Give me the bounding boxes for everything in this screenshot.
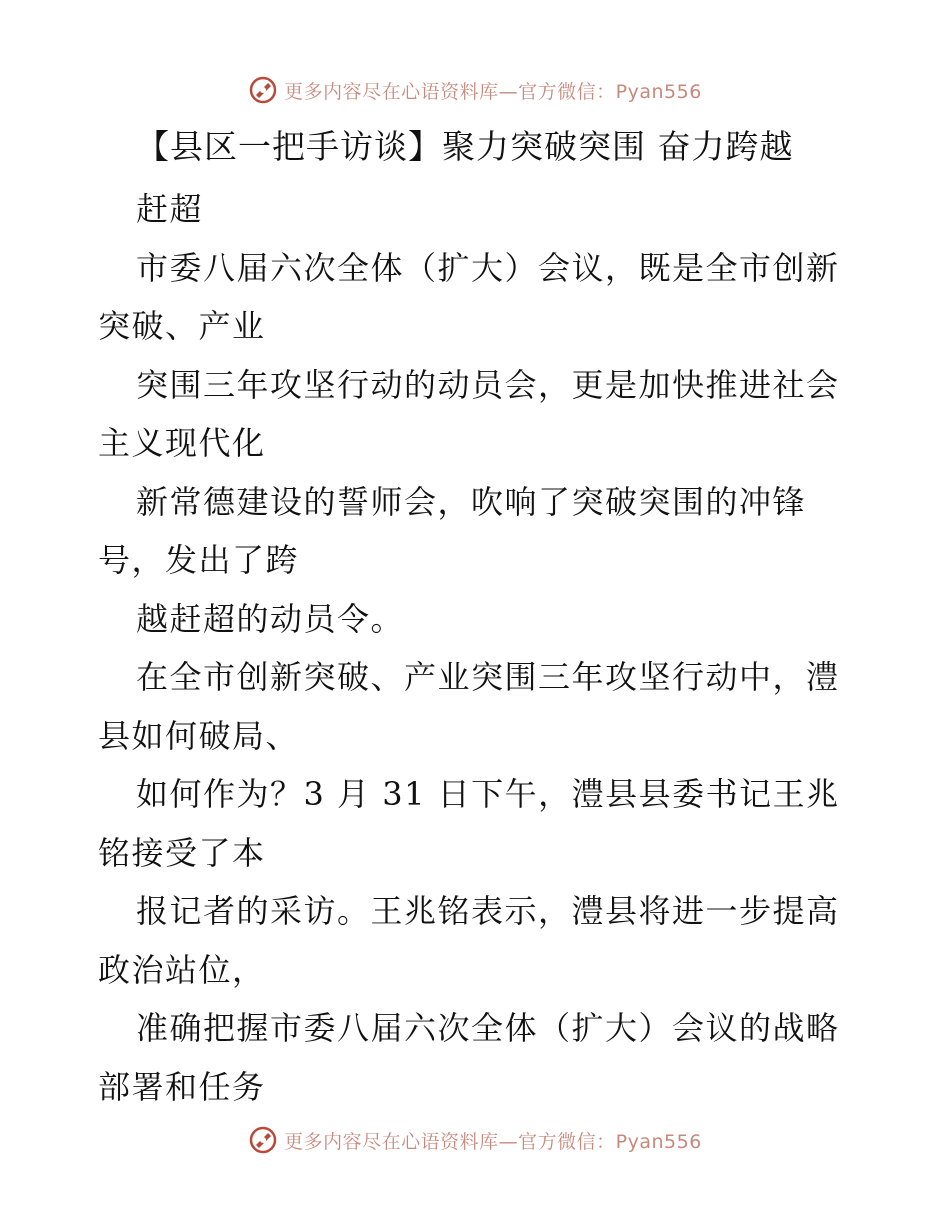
- text-line: 铭接受了本: [98, 833, 266, 872]
- text-line: 号，发出了跨: [98, 541, 300, 579]
- text-line: 准确把握市委八届六次全体（扩大）会议的战略: [136, 1009, 840, 1047]
- text-line: 县如何破局、: [98, 716, 300, 755]
- article-title: 【县区一把手访谈】聚力突破突围 奋力跨越: [136, 127, 794, 166]
- text-line: 报记者的采访。王兆铭表示，澧县将进一步提高: [136, 892, 840, 930]
- logo-icon: [248, 75, 278, 105]
- footer-watermark: [0, 1120, 950, 1160]
- text-line: 越赶超的动员令。: [136, 599, 405, 638]
- text-line: 在全市创新突破、产业突围三年攻坚行动中，澧: [136, 658, 840, 696]
- text-line: 新常德建设的誓师会，吹响了突破突围的冲锋: [136, 482, 807, 521]
- logo-icon: [248, 1125, 278, 1155]
- watermark-text: 更多内容尽在心语资料库—官方微信：Pyan556: [284, 1130, 702, 1153]
- text-line: 如何作为？3 月 31 日下午，澧县县委书记王兆: [136, 775, 840, 813]
- text-line: 赶超: [136, 190, 204, 228]
- text-line: 政治站位，: [98, 950, 266, 989]
- text-line: 突围三年攻坚行动的动员会，更是加快推进社会: [136, 365, 840, 404]
- text-line: 市委八届六次全体（扩大）会议，既是全市创新: [136, 248, 840, 287]
- text-line: 突破、产业: [98, 307, 266, 345]
- article-body: [98, 180, 858, 1116]
- watermark-text: 更多内容尽在心语资料库—官方微信：Pyan556: [284, 80, 702, 103]
- header-watermark: [0, 70, 950, 110]
- text-line: 部署和任务: [98, 1067, 266, 1106]
- text-line: 主义现代化: [98, 424, 266, 462]
